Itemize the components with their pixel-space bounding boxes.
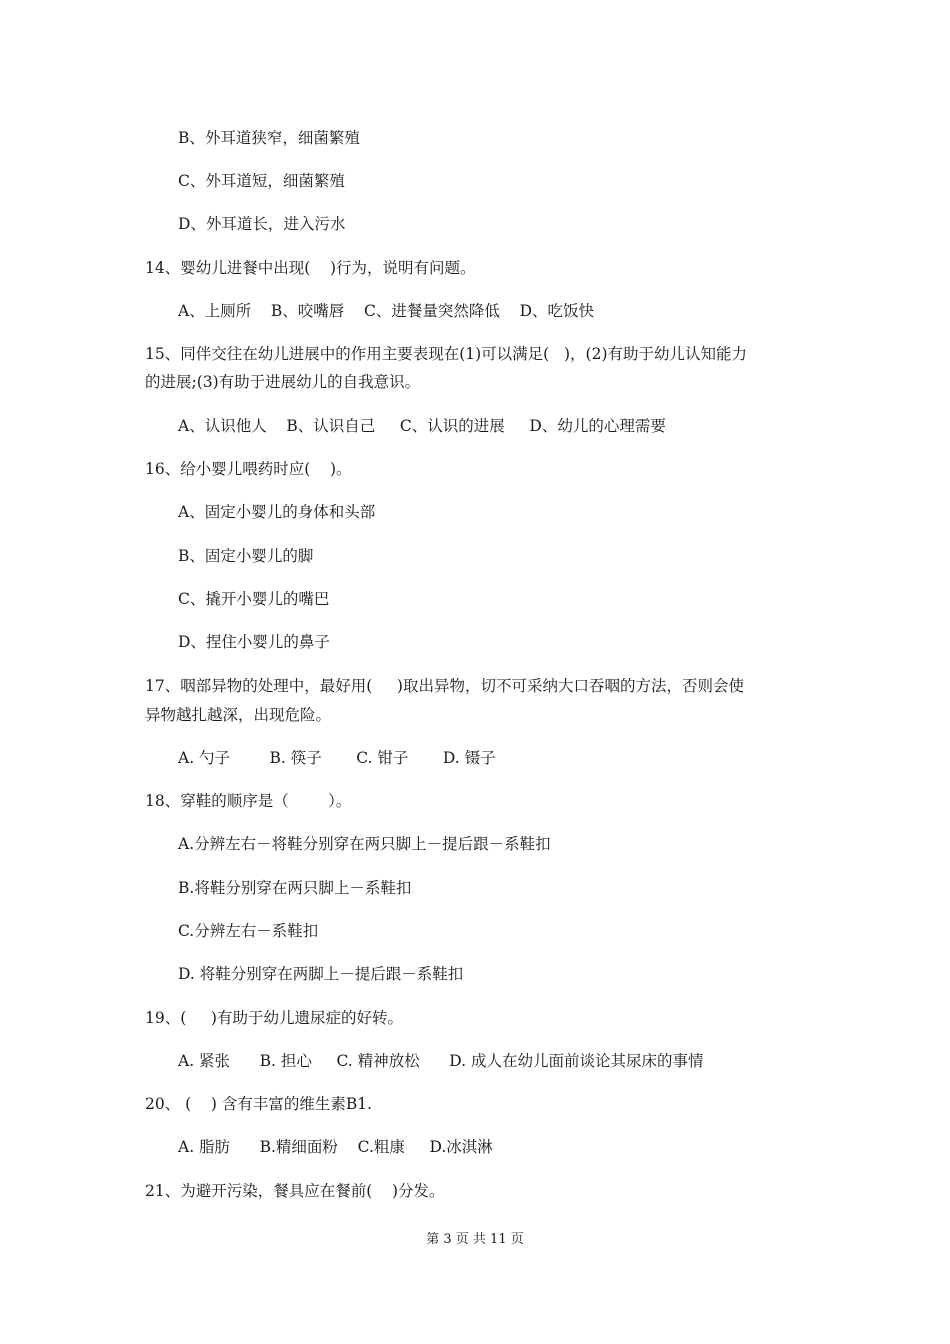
q18-option-c: C.分辨左右－系鞋扣 (178, 922, 319, 940)
q13-option-d: D、外耳道长，进入污水 (178, 215, 346, 233)
q16-option-a: A、固定小婴儿的身体和头部 (178, 503, 376, 521)
q14-options: A、上厕所 B、咬嘴唇 C、进餐量突然降低 D、吃饭快 (178, 302, 594, 320)
q15-options: A、认识他人 B、认识自己 C、认识的进展 D、幼儿的心理需要 (178, 417, 666, 435)
page-footer: 第 3 页 共 11 页 (426, 1232, 524, 1247)
q14-question: 14、婴幼儿进餐中出现( )行为，说明有问题。 (145, 259, 476, 277)
q16-question: 16、给小婴儿喂药时应( )。 (145, 460, 352, 478)
q15-question-line1: 15、同伴交往在幼儿进展中的作用主要表现在(1)可以满足( )，(2)有助于幼儿认知能力 (145, 345, 748, 363)
q17-question-line1: 17、咽部异物的处理中，最好用( )取出异物，切不可采纳大口吞咽的方法，否则会使 (145, 677, 744, 695)
q19-question: 19、( )有助于幼儿遗尿症的好转。 (145, 1009, 403, 1027)
q18-option-d: D. 将鞋分别穿在两脚上－提后跟－系鞋扣 (178, 965, 464, 983)
q13-option-b: B、外耳道狭窄，细菌繁殖 (178, 129, 360, 147)
q21-question: 21、为避开污染，餐具应在餐前( )分发。 (145, 1182, 445, 1200)
q15-question-line2: 的进展;(3)有助于进展幼儿的自我意识。 (145, 373, 421, 391)
q17-options: A. 勺子 B. 筷子 C. 钳子 D. 镊子 (178, 749, 496, 767)
q19-options: A. 紧张 B. 担心 C. 精神放松 D. 成人在幼儿面前谈论其尿床的事情 (178, 1052, 704, 1070)
q17-question-line2: 异物越扎越深，出现危险。 (145, 706, 332, 724)
q16-option-d: D、捏住小婴儿的鼻子 (178, 633, 330, 651)
q18-question: 18、穿鞋的顺序是（ ）。 (145, 792, 352, 810)
q20-question: 20、 ( ) 含有丰富的维生素B1. (145, 1095, 373, 1113)
q20-options: A. 脂肪 B.精细面粉 C.粗康 D.冰淇淋 (178, 1138, 493, 1156)
q16-option-b: B、固定小婴儿的脚 (178, 547, 314, 565)
q18-option-a: A.分辨左右－将鞋分别穿在两只脚上－提后跟－系鞋扣 (178, 835, 551, 853)
q18-option-b: B.将鞋分别穿在两只脚上－系鞋扣 (178, 879, 412, 897)
q16-option-c: C、撬开小婴儿的嘴巴 (178, 590, 330, 608)
q13-option-c: C、外耳道短，细菌繁殖 (178, 172, 345, 190)
